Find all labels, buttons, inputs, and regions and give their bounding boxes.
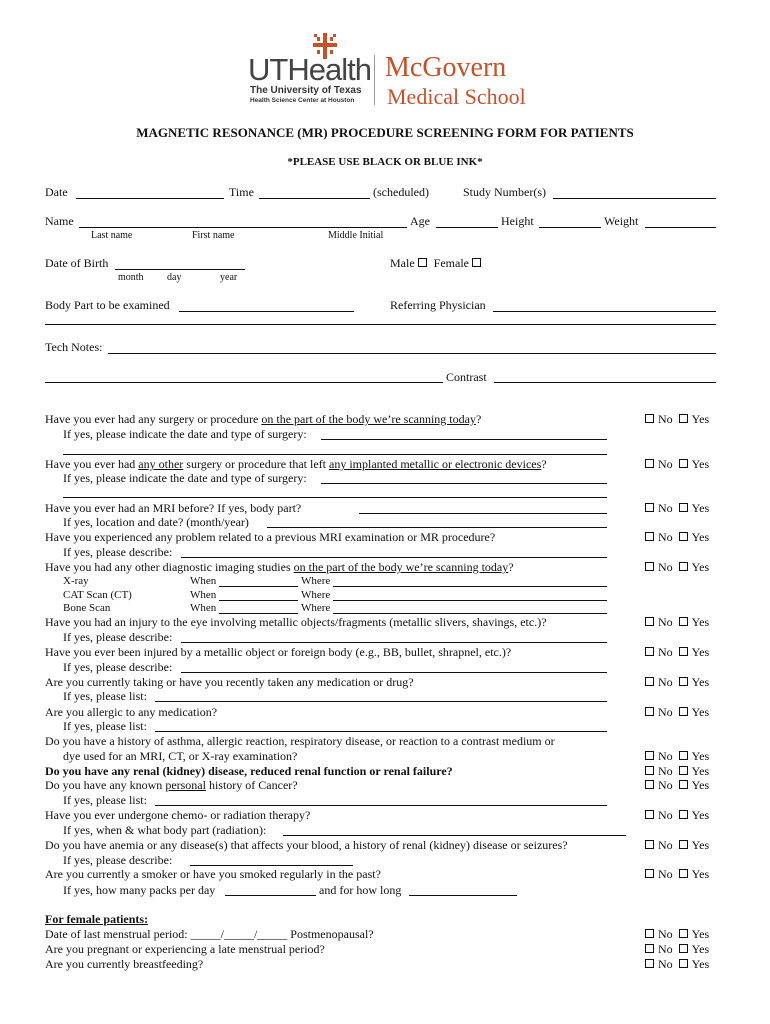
q6-answer: No Yes <box>645 615 709 630</box>
no-checkbox[interactable] <box>645 869 654 878</box>
q15-packs-field[interactable] <box>225 895 316 896</box>
q9-sub-field[interactable] <box>155 731 607 732</box>
female-checkbox[interactable] <box>472 258 481 267</box>
middle-initial-caption: Middle Initial <box>328 230 384 241</box>
no-checkbox[interactable] <box>645 929 654 938</box>
yes-checkbox[interactable] <box>679 677 688 686</box>
logo-hsc: Health Science Center at Houston <box>250 97 355 104</box>
f3-answer: No Yes <box>645 957 709 972</box>
tech-notes-label: Tech Notes: <box>45 340 103 354</box>
q13-sub-field[interactable] <box>283 835 626 836</box>
yes-checkbox[interactable] <box>679 459 688 468</box>
body-part-label: Body Part to be examined <box>45 298 170 312</box>
height-field[interactable] <box>539 227 601 228</box>
yes-checkbox[interactable] <box>679 840 688 849</box>
form-title: MAGNETIC RESONANCE (MR) PROCEDURE SCREENING FORM FOR PATIENTS <box>136 125 634 140</box>
yes-checkbox[interactable] <box>679 647 688 656</box>
yes-checkbox[interactable] <box>679 944 688 953</box>
xray-when-field[interactable] <box>219 586 298 587</box>
q10-text-2: dye used for an MRI, CT, or X-ray examination? <box>63 749 298 763</box>
yes-checkbox[interactable] <box>679 414 688 423</box>
logo-uthealth: UTHealth <box>248 52 371 87</box>
q12-sub-label: If yes, please list: <box>63 793 147 807</box>
q14-sub-label: If yes, please describe: <box>63 853 173 867</box>
q8-text: Are you currently taking or have you recently taken any medication or drug? <box>45 675 414 689</box>
study-label: Study Number(s) <box>463 185 546 199</box>
f2-answer: No Yes <box>645 942 709 957</box>
q7-sub-field[interactable] <box>181 672 607 673</box>
no-checkbox[interactable] <box>645 414 654 423</box>
no-checkbox[interactable] <box>645 810 654 819</box>
age-field[interactable] <box>436 227 498 228</box>
f2-text: Are you pregnant or experiencing a late menstrual period? <box>45 942 325 956</box>
logo-medical-school: Medical School <box>387 84 526 109</box>
yes-checkbox[interactable] <box>679 869 688 878</box>
xray-label: X-ray <box>63 575 89 587</box>
tech-notes-field-2[interactable] <box>45 382 443 383</box>
q3-field[interactable] <box>359 513 607 514</box>
contrast-label: Contrast <box>446 370 487 384</box>
female-section-heading: For female patients: <box>45 912 149 926</box>
q7-answer: No Yes <box>645 645 709 660</box>
bone-label: Bone Scan <box>63 602 111 614</box>
q5-text: Have you had any other diagnostic imaging studies on the part of the body we’re scanning today? <box>45 560 514 574</box>
q3-sub-label: If yes, location and date? (month/year) <box>63 515 249 529</box>
height-label: Height <box>501 214 534 228</box>
yes-checkbox[interactable] <box>679 532 688 541</box>
cat-where-label: Where <box>301 589 331 601</box>
logo-mcgovern: McGovern <box>385 52 507 83</box>
q9-sub-label: If yes, please list: <box>63 719 147 733</box>
q13-answer: No Yes <box>645 808 709 823</box>
q12-sub-field[interactable] <box>155 805 607 806</box>
q13-sub-label: If yes, when & what body part (radiation): <box>63 823 267 837</box>
no-checkbox[interactable] <box>645 562 654 571</box>
q7-text: Have you ever been injured by a metallic object or foreign body (e.g., BB, bullet, shrapnel, etc.)? <box>45 645 512 659</box>
male-checkbox[interactable] <box>418 258 427 267</box>
yes-checkbox[interactable] <box>679 503 688 512</box>
yes-checkbox[interactable] <box>679 780 688 789</box>
q11-text: Do you have any renal (kidney) disease, reduced renal function or renal failure? <box>45 764 453 778</box>
bone-when-field[interactable] <box>219 613 298 614</box>
weight-label: Weight <box>604 214 639 228</box>
day-caption: day <box>167 272 182 283</box>
q3-answer: No Yes <box>645 501 709 516</box>
no-checkbox[interactable] <box>645 647 654 656</box>
age-label: Age <box>410 214 430 228</box>
scheduled-label: (scheduled) <box>373 185 429 199</box>
q2-text: Have you ever had any other surgery or procedure that left any implanted metallic or electronic devices? <box>45 457 547 471</box>
referring-label: Referring Physician <box>390 298 486 312</box>
year-caption: year <box>220 272 238 283</box>
q12-answer: No Yes <box>645 778 709 793</box>
bone-when-label: When <box>190 602 217 614</box>
q2-answer: No Yes <box>645 457 709 472</box>
weight-field[interactable] <box>645 227 716 228</box>
study-field[interactable] <box>553 198 716 199</box>
q14-text: Do you have anemia or any disease(s) that affects your blood, a history of renal (kidney) disease or seizures? <box>45 838 568 852</box>
dob-field[interactable] <box>115 269 245 270</box>
q10-answer: No Yes <box>645 749 709 764</box>
yes-checkbox[interactable] <box>679 751 688 760</box>
section-divider <box>45 324 716 325</box>
name-field[interactable] <box>79 227 407 228</box>
no-checkbox[interactable] <box>645 617 654 626</box>
q4-answer: No Yes <box>645 530 709 545</box>
no-checkbox[interactable] <box>645 959 654 968</box>
yes-checkbox[interactable] <box>679 562 688 571</box>
time-label: Time <box>229 185 254 199</box>
month-caption: month <box>118 272 144 283</box>
q6-text: Have you had an injury to the eye involving metallic objects/fragments (metallic slivers, shavings, etc.)? <box>45 615 547 629</box>
first-name-caption: First name <box>192 230 235 241</box>
q1-sub-field-2[interactable] <box>63 454 607 455</box>
q14-answer: No Yes <box>645 838 709 853</box>
last-name-caption: Last name <box>91 230 133 241</box>
q4-sub-label: If yes, please describe: <box>63 545 173 559</box>
q8-answer: No Yes <box>645 675 709 690</box>
logo-divider <box>374 55 375 105</box>
q15-packs-label: If yes, how many packs per day <box>63 883 216 897</box>
f1-answer: No Yes <box>645 927 709 942</box>
dob-label: Date of Birth <box>45 256 109 270</box>
cat-when-label: When <box>190 589 217 601</box>
yes-checkbox[interactable] <box>679 617 688 626</box>
date-field[interactable] <box>76 198 224 199</box>
q15-how-long-label: and for how long <box>319 883 402 897</box>
no-checkbox[interactable] <box>645 503 654 512</box>
sex-options <box>390 256 485 271</box>
no-checkbox[interactable] <box>645 944 654 953</box>
q9-answer: No Yes <box>645 705 709 720</box>
bone-where-field[interactable] <box>333 613 607 614</box>
male-label: Male <box>390 256 415 270</box>
q5-answer: No Yes <box>645 560 709 575</box>
q2-sub-field[interactable] <box>321 483 607 484</box>
yes-checkbox[interactable] <box>679 810 688 819</box>
ink-note: *PLEASE USE BLACK OR BLUE INK* <box>287 156 483 168</box>
yes-checkbox[interactable] <box>679 766 688 775</box>
body-part-field[interactable] <box>179 311 354 312</box>
bone-where-label: Where <box>301 602 331 614</box>
q4-text: Have you experienced any problem related to a previous MRI examination or MR procedure? <box>45 530 496 544</box>
tech-notes-field[interactable] <box>108 353 716 354</box>
cat-where-field[interactable] <box>333 600 607 601</box>
no-checkbox[interactable] <box>645 751 654 760</box>
q3-sub-field[interactable] <box>267 527 607 528</box>
q1-sub-field[interactable] <box>321 439 607 440</box>
q6-sub-field[interactable] <box>181 642 607 643</box>
xray-where-label: Where <box>301 575 331 587</box>
q15-how-long-field[interactable] <box>409 895 517 896</box>
xray-where-field[interactable] <box>333 586 607 587</box>
q4-sub-field[interactable] <box>181 557 607 558</box>
q7-sub-label: If yes, please describe: <box>63 660 173 674</box>
q1-sub-label: If yes, please indicate the date and type of surgery: <box>63 427 307 441</box>
no-checkbox[interactable] <box>645 677 654 686</box>
q11-answer: No Yes <box>645 764 709 779</box>
q2-sub-field-2[interactable] <box>63 497 607 498</box>
referring-field[interactable] <box>493 311 716 312</box>
time-field[interactable] <box>259 198 370 199</box>
yes-checkbox[interactable] <box>679 929 688 938</box>
q9-text: Are you allergic to any medication? <box>45 705 218 719</box>
xray-when-label: When <box>190 575 217 587</box>
q15-answer: No Yes <box>645 867 709 882</box>
yes-checkbox[interactable] <box>679 959 688 968</box>
no-checkbox[interactable] <box>645 780 654 789</box>
date-label: Date <box>45 185 68 199</box>
name-label: Name <box>45 214 74 228</box>
q12-text: Do you have any known personal history of Cancer? <box>45 778 298 792</box>
f1-text: Date of last menstrual period: _____/_____/_____ Postmenopausal? <box>45 927 374 941</box>
q13-text: Have you ever undergone chemo- or radiation therapy? <box>45 808 311 822</box>
q2-sub-label: If yes, please indicate the date and type of surgery: <box>63 471 307 485</box>
q10-text: Do you have a history of asthma, allergic reaction, respiratory disease, or reaction to a contrast medium or <box>45 734 555 748</box>
q8-sub-label: If yes, please list: <box>63 689 147 703</box>
no-checkbox[interactable] <box>645 707 654 716</box>
no-checkbox[interactable] <box>645 459 654 468</box>
cat-label: CAT Scan (CT) <box>63 589 132 601</box>
q3-text: Have you ever had an MRI before? If yes, body part? <box>45 501 302 515</box>
q6-sub-label: If yes, please describe: <box>63 630 173 644</box>
no-checkbox[interactable] <box>645 532 654 541</box>
logo-university: The University of Texas <box>250 85 362 96</box>
cat-when-field[interactable] <box>219 600 298 601</box>
contrast-field[interactable] <box>494 382 716 383</box>
no-checkbox[interactable] <box>645 766 654 775</box>
female-label: Female <box>433 256 469 270</box>
q1-answer: No Yes <box>645 412 709 427</box>
q1-text: Have you ever had any surgery or procedure on the part of the body we’re scanning today? <box>45 412 482 426</box>
f3-text: Are you currently breastfeeding? <box>45 957 204 971</box>
no-checkbox[interactable] <box>645 840 654 849</box>
q15-text: Are you currently a smoker or have you smoked regularly in the past? <box>45 867 381 881</box>
q8-sub-field[interactable] <box>155 701 607 702</box>
q14-sub-field[interactable] <box>190 865 353 866</box>
yes-checkbox[interactable] <box>679 707 688 716</box>
